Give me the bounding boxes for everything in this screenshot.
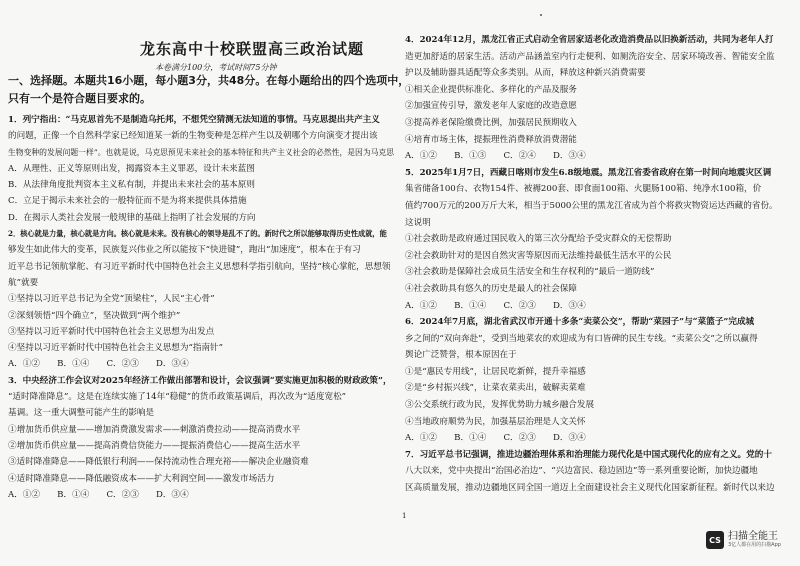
camscanner-logo-icon: CS — [706, 531, 724, 549]
text-line: ②社会救助针对的是因自然灾害等原因而无法维持最低生活水平的公民 — [405, 250, 672, 261]
text-line: ④社会救助具有悠久的历史是最人的社会保障 — [405, 283, 577, 294]
text-line: 乡之间的“双向奔赴”，受到当地菜农的欢迎成为有口皆碑的民生专线。“卖菜公交”之所以赢得 — [405, 333, 758, 344]
text-line: 5．2025年1月7日，西藏日喀则市发生6.8级地震。黑龙江省委省政府在第一时间向地震灾区调 — [405, 167, 772, 178]
exam-info: 本卷满分100分，考试时间75分钟 — [155, 63, 277, 72]
right-column — [405, 32, 790, 497]
text-line: C．立足于揭示未来社会的一般特征而不是为将来提供具体措施 — [8, 196, 247, 207]
text-line: ②加强宣传引导，激发老年人家庭的改造意愿 — [405, 101, 577, 112]
text-line: D．在揭示人类社会发展一般规律的基础上指明了社会发展的方向 — [8, 212, 256, 223]
text-line: A．①② B．①④ C．②③ D．③④ — [405, 300, 586, 311]
text-line: 1．列宁指出：“马克思首先不是制造乌托邦，不想凭空猜测无法知道的事情。马克思提出共产主义 — [8, 115, 380, 125]
text-line: ③适时降准降息——降低银行利润——保持流动性合理充裕——解决企业融资难 — [8, 457, 309, 468]
text-line: A．①② B．①③ C．②④ D．③④ — [405, 151, 586, 162]
text-line: ④适时降准降息——降低融资成本——扩大利润空间——激发市场活力 — [8, 473, 275, 484]
text-line: ①坚持以习近平总书记为全党“顶梁柱”，人民“主心骨” — [8, 294, 215, 305]
text-line: ①社会救助是政府通过国民收入的第三次分配给予受灾群众的无偿帮助 — [405, 234, 672, 245]
text-line: 区高质量发展，推动边疆地区同全国一道迈上全面建设社会主义现代化国家新征程。新时代以来边 — [405, 483, 775, 494]
text-line: ②是“乡村振兴线”，让菜农菜卖出，破解卖菜难 — [405, 383, 586, 394]
text-line: 4．2024年12月，黑龙江省正式启动全省居家适老化改造消费品以旧换新活动，共同为老年人打 — [405, 35, 774, 45]
text-line: B．从法律角度批判资本主义私有制，并提出未来社会的基本原则 — [8, 180, 255, 191]
page-number: 1 — [402, 512, 407, 520]
text-line: ③社会救助是保障社会成员生活安全和生存权利的“最后一道防线” — [405, 267, 655, 278]
text-line: 的问题，正像一个自然科学家已经知道某一新的生物变种是怎样产生以及朝哪个方向演变才提出该 — [8, 131, 378, 142]
section-heading — [8, 72, 410, 108]
text-line: 2．核心就是力量，核心就是方向。核心就是未来。没有核心的领导是乱不了的。新时代之所以能够取得历史性成就，能 — [8, 229, 387, 239]
text-line: 舆论广泛赞誉，根本原因在于 — [405, 350, 517, 361]
text-line: 基调。这一重大调整可能产生的影响是 — [8, 408, 155, 419]
text-line: ④当地政府顺势为民，加强基层治理是人文关怀 — [405, 416, 586, 427]
scanner-watermark — [706, 531, 781, 549]
text-line: ①是“惠民专用线”，让居民吃新鲜，提升幸福感 — [405, 366, 586, 377]
text-line: 够发生如此伟大的变革，民族复兴伟业之所以能按下“快进键”，跑出“加速度”，根本在于有习 — [8, 245, 361, 256]
text-line: ④培育市场主体，提振理性消费释放消费潜能 — [405, 134, 577, 145]
text-line: ②深刻领悟“四个确立”，坚决做到“两个维护” — [8, 310, 181, 321]
text-line: 八大以来，党中央提出“治国必治边”、“兴边富民、稳边固边”等一系列重要论断，加快边疆地 — [405, 466, 758, 477]
text-line: 造更加舒适的居家生活。活动产品涵盖室内行走便利、如厕洗浴安全、居家环境改善、智能安全监 — [405, 51, 775, 62]
section-heading-line-1: 一、选择题。本题共16小题，每小题3分，共48分。在每小题给出的四个选项中， — [8, 74, 410, 87]
text-line: 生物变种的发展问题一样”。也就是说，马克思预见未来社会的基本特征和共产主义社会的必然性，是因为马克思 — [8, 147, 395, 157]
text-line: 值约700万元的200万斤大米，相当于5000公里的黑龙江省成为首个将救灾物资运达西藏的省份。 — [405, 200, 778, 211]
text-line: 近平总书记领航掌舵、有习近平新时代中国特色社会主义思想科学指引航向，坚持“核心掌舵，思想领 — [8, 261, 391, 272]
scan-speck — [540, 14, 542, 16]
text-line: A．①② B．①④ C．②③ D．③④ — [8, 359, 189, 370]
text-line: ③提高养老保险缴费比例，加强居民预期收入 — [405, 117, 577, 128]
text-line: ③坚持以习近平新时代中国特色社会主义思想为出发点 — [8, 326, 215, 337]
text-line: 集省储备100台、衣物154件、被褥200套、即食面100箱、火腿肠100箱、纯净水100箱，价 — [405, 184, 762, 195]
text-line: “适时降准降息”。这是在连续实施了14年“稳健”的货币政策基调后，再次改为“适度宽松” — [8, 392, 347, 403]
text-line: 护以及辅助器具适配等众多类别。从而，释放这种新兴消费需要 — [405, 68, 646, 79]
text-line: A．①② B．①④ C．②③ D．③④ — [405, 433, 586, 444]
text-line: ②增加货币供应量——提高消费信贷能力——提振消费信心——提高生活水平 — [8, 440, 301, 451]
scanner-tagline: 3亿人都在用的扫描App — [728, 542, 781, 548]
text-line: ①相关企业提供标准化、多样化的产品及服务 — [405, 84, 577, 95]
section-heading-line-2: 只有一个是符合题目要求的。 — [8, 92, 151, 105]
text-line: ④坚持以习近平新时代中国特色社会主义思想为“指南针” — [8, 343, 224, 354]
text-line: ③公交系统行政为民，发挥优势助力城乡融合发展 — [405, 400, 595, 411]
text-line: 这说明 — [405, 217, 431, 228]
text-line: ①增加货币供应量——增加消费激发需求——刺激消费拉动——提高消费水平 — [8, 424, 301, 435]
text-line: A．从理性、正义等原则出发，揭露资本主义罪恶，设计未来蓝图 — [8, 163, 255, 174]
text-line: 6．2024年7月底，湖北省武汉市开通十多条“卖菜公交”，帮助“菜园子”与“菜篮子”完成城 — [405, 317, 755, 328]
text-line: 航”就要 — [8, 277, 39, 288]
text-line: 7．习近平总书记强调，推进边疆治理体系和治理能力现代化是中国式现代化的应有之义。党的十 — [405, 449, 772, 460]
left-column — [8, 112, 393, 503]
text-line: A．①② B．①④ C．②③ D．③④ — [8, 489, 189, 500]
scanner-app-name: 扫描全能王 — [728, 531, 778, 542]
text-line: 3．中央经济工作会议对2025年经济工作做出部署和设计，会议强调“要实施更加积极的财政政策”， — [8, 375, 392, 386]
exam-title: 龙东高中十校联盟高三政治试题 — [140, 40, 365, 58]
